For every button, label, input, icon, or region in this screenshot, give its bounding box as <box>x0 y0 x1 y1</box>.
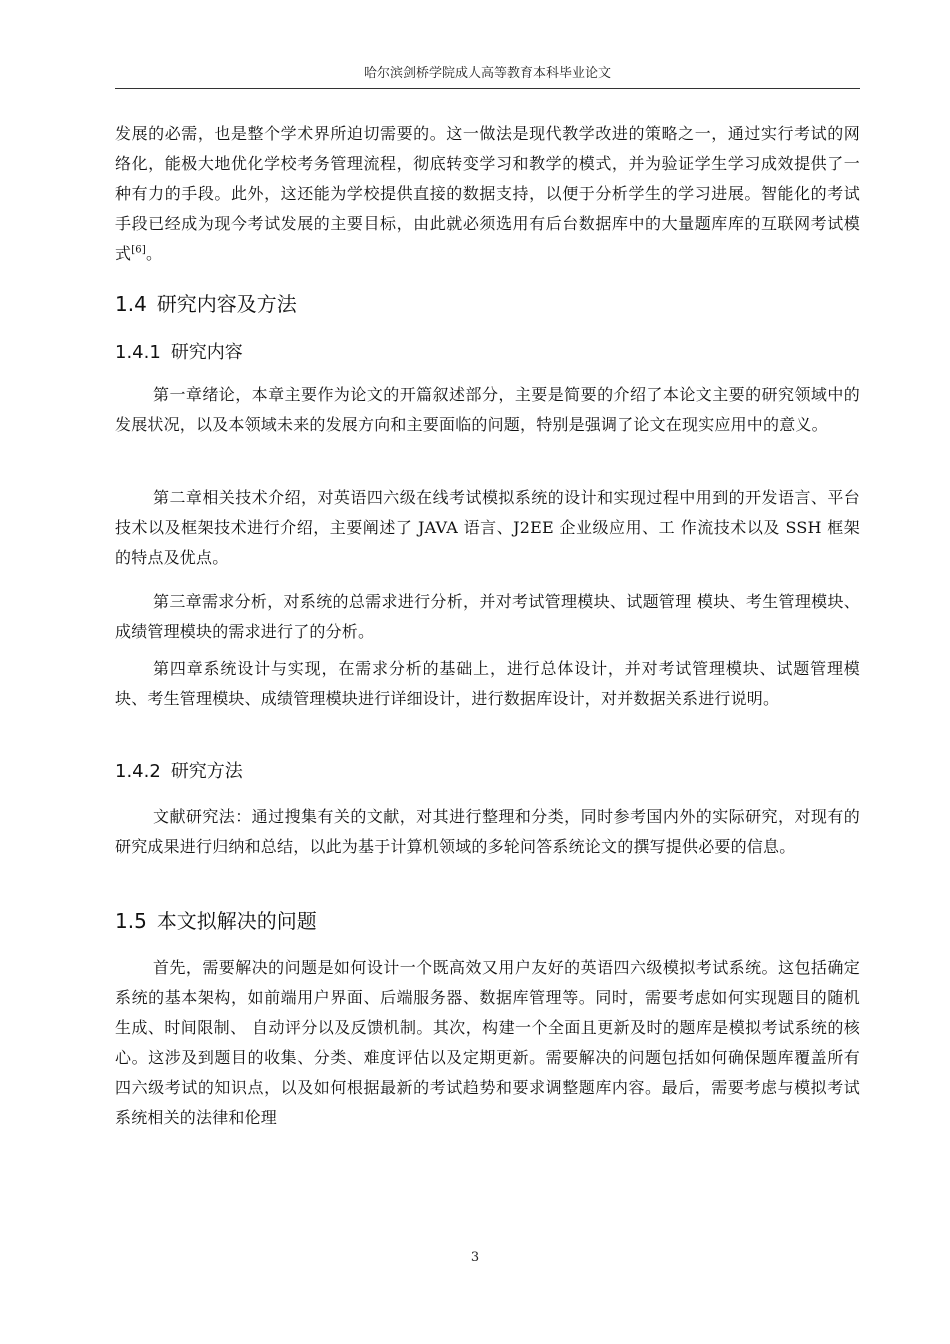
paragraph-chapter-2: 第二章相关技术介绍，对英语四六级在线考试模拟系统的设计和实现过程中用到的开发语言、平台技术以及框架技术进行介绍，主要阐述了 JAVA 语言、J2EE 企业级应用、工 作流技术以及 SSH 框架的特点及优点。 <box>115 488 860 567</box>
page-number: 3 <box>470 1250 480 1265</box>
intro-end: 。 <box>145 244 163 263</box>
section-title: 本文拟解决的问题 <box>156 909 317 933</box>
paragraph-problems: 首先，需要解决的问题是如何设计一个既高效又用户友好的英语四六级模拟考试系统。这包括确定系统的基本架构，如前端用户界面、后端服务器、数据库管理等。同时，需要考虑如何实现题目的随机生成、时间限制、 自动评分以及反馈机制。其次，构建一个全面且更新及时的题库是模拟考试系统的核心。这涉及到题目的收集、分类、难度评估以及定期更新。需要解决的问题包括如何确保题库覆盖所有四六级考试的知识点，以及如何根据最新的考试趋势和要求调整题库内容。最后，需要考虑与模拟考试系统相关的法律和伦理 <box>115 958 860 1127</box>
subsection-heading-1-4-1 <box>115 339 860 367</box>
subsection-number: 1.4.1 <box>115 342 161 363</box>
subsection-title: 研究内容 <box>170 342 243 363</box>
intro-text: 发展的必需，也是整个学术界所迫切需要的。这一做法是现代教学改进的策略之一，通过实行考试的网络化，能极大地优化学校考务管理流程，彻底转变学习和教学的模式，并为验证学生学习成效提供了一种有力的手段。此外，这还能为学校提供直接的数据支持，以便于分析学生的学习进展。智能化的考试手段已经成为现今考试发展的主要目标，由此就必须选用有后台数据库中的大量题库库的互联网考试模式 <box>115 124 860 263</box>
header-rule <box>115 88 860 89</box>
subsection-number: 1.4.2 <box>115 761 161 782</box>
intro-paragraph <box>115 119 860 269</box>
citation-ref: [6] <box>131 244 146 256</box>
section-heading-1-5 <box>115 906 860 936</box>
section-number: 1.5 <box>115 909 147 933</box>
running-header: 哈尔滨剑桥学院成人高等教育本科毕业论文 <box>363 66 611 81</box>
paragraph-chapter-3: 第三章需求分析，对系统的总需求进行分析，并对考试管理模块、试题管理 模块、考生管理模块、成绩管理模块的需求进行了的分析。 <box>115 592 860 641</box>
paragraph-chapter-1: 第一章绪论，本章主要作为论文的开篇叙述部分，主要是简要的介绍了本论文主要的研究领域中的发展状况，以及本领域未来的发展方向和主要面临的问题，特别是强调了论文在现实应用中的意义。 <box>115 385 860 434</box>
section-title: 研究内容及方法 <box>156 292 297 316</box>
subsection-heading-1-4-2 <box>115 758 860 786</box>
section-heading-1-4 <box>115 289 860 319</box>
paragraph-research-method: 文献研究法：通过搜集有关的文献，对其进行整理和分类，同时参考国内外的实际研究，对现有的研究成果进行归纳和总结，以此为基于计算机领域的多轮问答系统论文的撰写提供必要的信息。 <box>115 807 860 856</box>
paragraph-chapter-4: 第四章系统设计与实现，在需求分析的基础上，进行总体设计，并对考试管理模块、试题管理模块、考生管理模块、成绩管理模块进行详细设计，进行数据库设计，对并数据关系进行说明。 <box>115 659 860 708</box>
section-number: 1.4 <box>115 292 147 316</box>
subsection-title: 研究方法 <box>170 761 243 782</box>
